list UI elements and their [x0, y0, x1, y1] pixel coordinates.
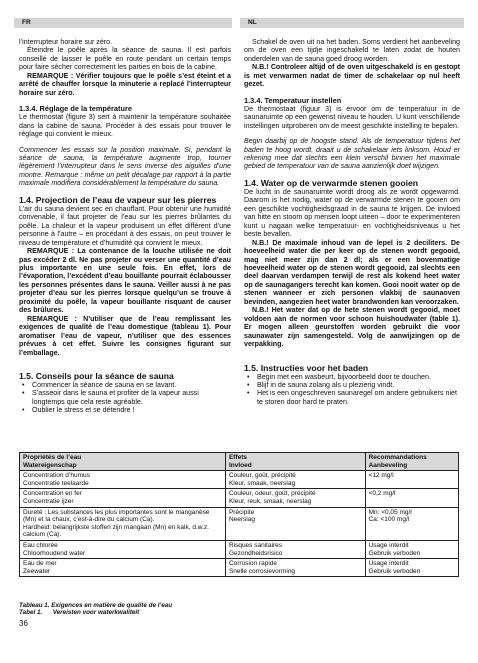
dutch-column	[244, 38, 460, 406]
section-heading: 1.5. Conseils pour la séance de sauna	[19, 370, 174, 381]
table-cell: <0,2 mg/l	[365, 489, 458, 507]
table-row	[20, 489, 459, 507]
tips-list	[19, 381, 231, 415]
table-cell: Concentration en fer Concentratie ijzer	[20, 489, 226, 507]
section-heading: 1.5. Instructies voor het baden	[244, 362, 369, 373]
remark-paragraph: N.B.! De maximale inhoud van de lepel is 2 deciliters. De hoeveelheid water die per keer op de stenen wordt gegooid, mag niet meer zijn dan 2 dl; als er een bovenmatige hoeveelheid water op de stenen wordt gegooid, zal slechts een deel daarvan verdampen terwijl de rest als kokend heet water op de saunagangers terecht kan komen. Gooi nooit water op de stenen wanneer er zich personen vlakbij de saunaoven bevinden, aangezien heet water brandwonden kan veroorzaken.	[244, 238, 460, 306]
list-item: • Begin met een wasbeurt, bijvoorbeeld door te douchen.	[244, 373, 460, 381]
page-number: 36	[19, 619, 28, 628]
table-header-row	[20, 453, 459, 471]
french-column	[19, 38, 231, 415]
table-cell: Dureté : Les substances les plus importantes sont le manganèse (Mn) et la chaux, c’est-à-dire du calcium (Ca). Hardheid: belangrijkste stoffen zijn mangaan (Mn) en kalk, d.w.z. calcium (Ca).	[20, 507, 226, 540]
table-cell: Eau de mer Zeewater	[20, 559, 226, 577]
table-cell: <12 mg/l	[365, 471, 458, 489]
remark-paragraph: REMARQUE : N’utiliser que de l’eau remplissant les exigences de qualité de l’eau domestique (tableau 1). Pour aromatiser l’eau de vapeur, n’utiliser que des essences prévues à cet effet. Suivre les consignes figurant sur l’emballage.	[19, 314, 231, 357]
table-cell: Précipite Neerslag	[225, 507, 365, 540]
table-cell: Corrosion rapide Snelle corrosievorming	[225, 559, 365, 577]
table-cell: Usage interdit Gebruik verboden	[365, 559, 458, 577]
list-item: • Commencer la séance de sauna en se lavant.	[19, 381, 231, 389]
paragraph: Le thermostat (figure 3) sert à maintenir la température souhaitée dans la cabine de sauna. Procéder à des essais pour trouver le réglage qui convient le mieux.	[19, 113, 231, 139]
language-tab-fr: FR	[14, 18, 232, 28]
table-cell: Risques sanitaires Gezondheidsrisico	[225, 540, 365, 558]
paragraph: l’interrupteur horaire sur zéro.	[19, 38, 113, 46]
water-quality-table	[19, 452, 459, 577]
paragraph: L’air du sauna devient sec en chauffant. Pour obtenir une humidité convenable, il faut projeter de l’eau sur les pierres brûlantes du poêle. La chaleur et la vapeur produisent un effet différent d’une personne à l’autre – en procédant à des essais, on peut trouver le niveau de température et d’humidité qui convient le mieux.	[19, 204, 231, 247]
table-cell: Concentration d’humus Concentratie teelaarde	[20, 471, 226, 489]
table-row	[20, 507, 459, 540]
list-item: • Oublier le stress et se détendre !	[19, 406, 231, 414]
section-heading: 1.3.4. Temperatuur instellen	[244, 95, 342, 105]
paragraph: Éteindre le poêle après la séance de sauna. Il est parfois conseillé de laisser le poêle en route pendant un certain temps pour faire sécher correctement les parties en bois de la cabine.	[19, 46, 231, 72]
section-heading: 1.4. Water op de verwarmde stenen gooien	[244, 177, 418, 188]
table-cell: Usage interdit Gebruik verboden	[365, 540, 458, 558]
list-item: • Het is een ongeschreven saunaregel om andere gebruikers niet te storen door hard te praten.	[244, 389, 460, 406]
table-cell: Eau chlorée Chloorhoudend water	[20, 540, 226, 558]
remark-paragraph: REMARQUE : Vérifier toujours que le poêle s’est éteint et a arrêté de chauffer lorsque la minuterie a replacé l’interrupteur horaire sur zéro.	[19, 71, 231, 97]
section-heading: 1.3.4. Réglage de la température	[19, 104, 132, 114]
table-cell: Couleur, goût, précipité Kleur, smaak, neerslag	[225, 471, 365, 489]
table-row	[20, 540, 459, 558]
header-cell: Recommandations Aanbeveling	[365, 453, 458, 471]
section-heading: 1.4. Projection de l’eau de vapeur sur les pierres	[19, 194, 217, 205]
paragraph: De lucht in de saunaruimte wordt droog als ze wordt opgewarmd. Daarom is het nodig, water op de verwarmde stenen te gooien om een geschikte vochtigheidsgraad in de sauna te krijgen. De invloed van hitte en stoom op mensen loopt uiteen – door te experimenteren kunt u nagaan welke temperatuur- en vochtigheidsniveaus u het beste bevallen.	[244, 187, 460, 239]
paragraph: De thermostaat (figuur 3) is ervoor om de temperatuur in de saunaruimte op een gewenst niveau te houden. U kunt verschillende instellingen uitproberen om de meest geschikte instelling te bepalen.	[244, 104, 460, 130]
table-caption: Tableau 1. Exigences en matière de qualité de l’eau Tabel 1. Vereisten voor waterkwaliteit	[19, 602, 173, 617]
table-cell: Mn: <0,05 mg/l Ca: <100 mg/l	[365, 507, 458, 540]
instructions-list	[244, 373, 460, 407]
header-cell: Effets Invloed	[225, 453, 365, 471]
list-item: • Blijf in de sauna zolang als u plezierig vindt.	[244, 381, 460, 389]
italic-paragraph: Commencer les essais sur la position maximale. Si, pendant la séance de sauna, la température augmente trop, tourner légèrement l’interrupteur dans le sens inverse des aiguilles d’une montre. Remarque : même un petit décalage par rapport à la partie maximale modifiera considérablement la température du sauna.	[19, 145, 231, 188]
table-row	[20, 559, 459, 577]
table-cell: Couleur, odeur, goût, précipité Kleur, reuk, smaak, neerslag	[225, 489, 365, 507]
language-tab-nl: NL	[240, 18, 464, 28]
water-quality-table-wrapper	[19, 452, 459, 577]
header-cell: Propriétés de l’eau Watereigenschap	[20, 453, 226, 471]
remark-paragraph: N.B.! Het water dat op de hete stenen wordt gegooid, moet voldoen aan de normen voor schoon huishoudwater (table 1). Er mogen alleen geurstoffen worden gebruikt die voor saunawater zijn samengesteld. Volg de aanwijzingen op de verpakking.	[244, 306, 460, 349]
list-item: • S’asseoir dans le sauna et profiter de la vapeur aussi longtemps que cela reste agréable.	[19, 389, 231, 406]
remark-paragraph: REMARQUE : La contenance de la louche utilisée ne doit pas excéder 2 dl. Ne pas projeter ou verser une quantité d’eau plus importante en une seule fois. En effet, lors de l’évaporation, l’excédent d’eau bouillante pourrait éclabousser les personnes présentes dans le sauna. Veiller aussi à ne pas projeter d’eau sur les pierres lorsque quelqu’un se trouve à proximité du poêle, la vapeur bouillante risquant de causer des brûlures.	[19, 247, 231, 315]
paragraph: Schakel de oven uit na het baden. Soms verdient het aanbeveling om de oven een tijdje ingeschakeld te laten zodat de houten onderdelen van de sauna goed droog worden.	[244, 38, 460, 63]
remark-paragraph: N.B.! Controleer altijd of de oven uitgeschakeld is en gestopt is met verwarmen nadat de timer de schakelaar op nul heeft gezet.	[244, 63, 460, 89]
italic-paragraph: Begin daarbij op de hoogste stand. Als de temperatuur tijdens het baden te hoog wordt, draait u de schakelaar iets linksom. Houd er rekening mee dat slechts een klein verschil binnen het maximale gebied de temperatuur van de sauna aanzienlijk doet wijzigen.	[244, 137, 460, 171]
table-row	[20, 471, 459, 489]
